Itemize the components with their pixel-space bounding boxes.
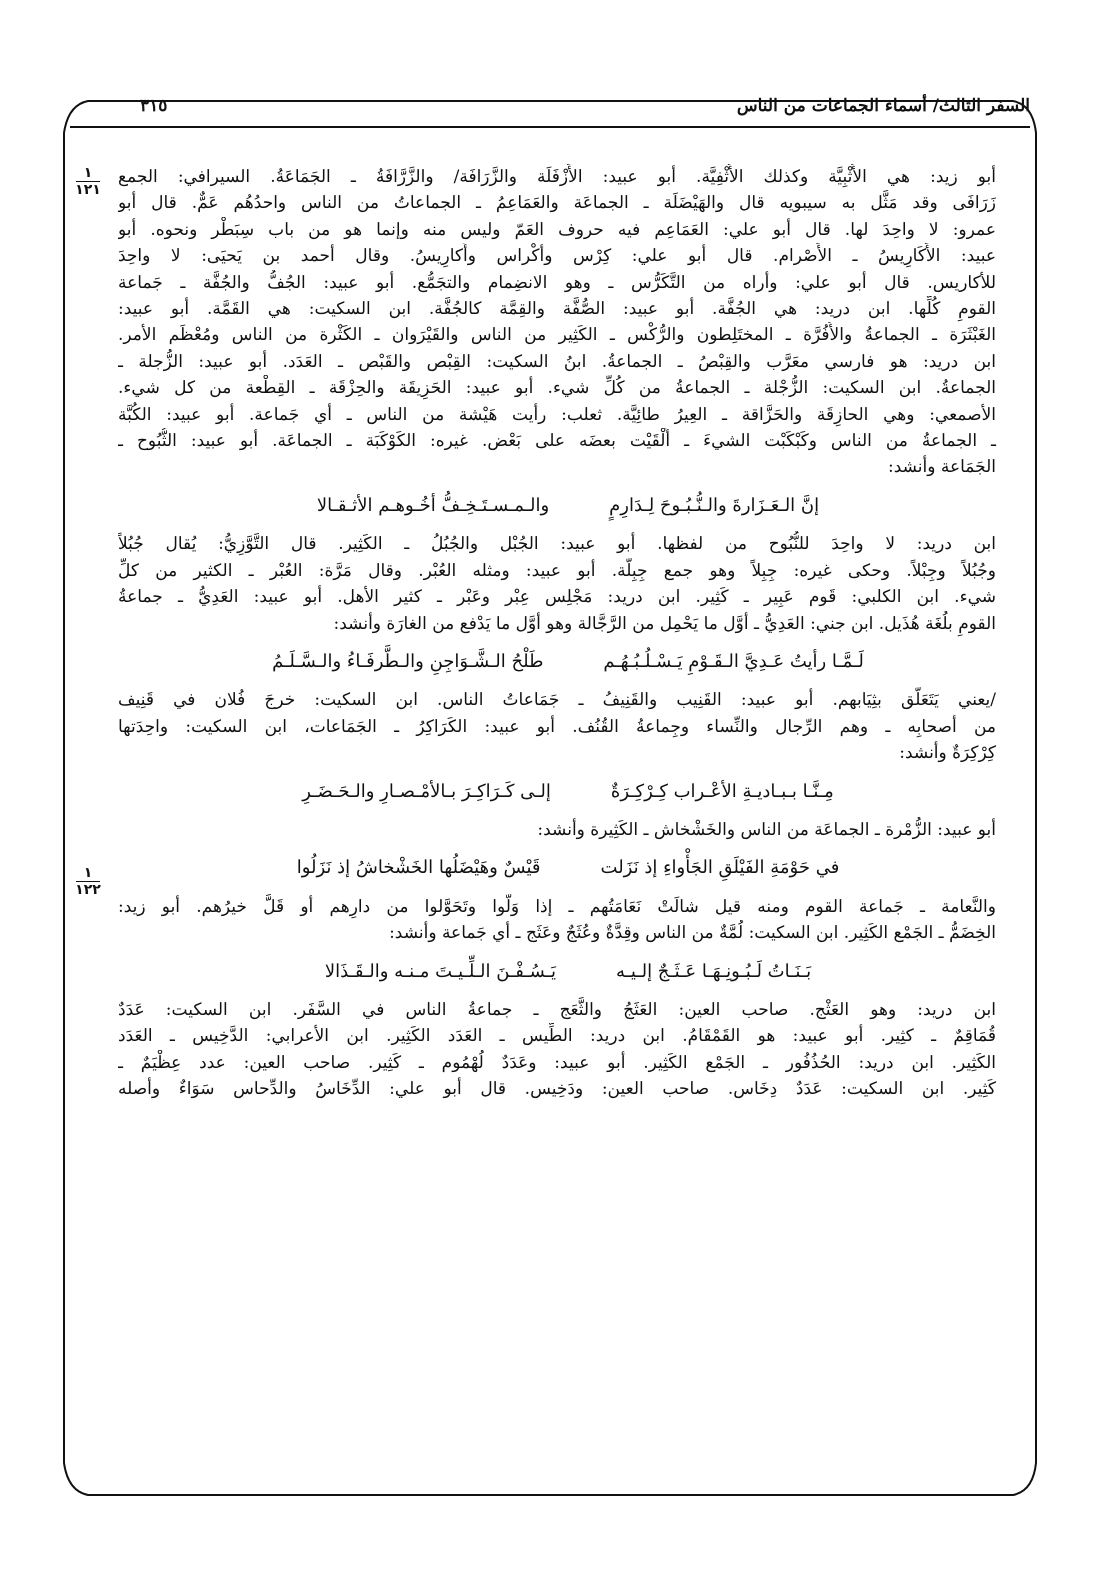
paragraph bbox=[118, 997, 1018, 1103]
verse bbox=[118, 779, 1018, 805]
text-line: الأصمعي: وهي الحازِقَة والحَزَّاقة ـ العِيرُ طائِيَّة. ثعلب: رأيت هَيْشة من الناس ـ أي جَماعة. أبو عبيد: الكُبَّة bbox=[118, 404, 996, 425]
verse bbox=[118, 493, 1018, 519]
paragraph bbox=[118, 531, 1018, 637]
running-title: السفر الثالث/ أسماء الجماعات من الناس bbox=[736, 96, 1030, 116]
text-line: والنَّعامة ـ جَماعة القوم ومنه قيل شالَتْ نَعَامَتُهم ـ إذا وَلَّوا وتَحَوَّلوا من دارِهم أو قَلَّ خيرُهم. أبو زيد: bbox=[118, 896, 996, 917]
verse-hemistich-second: طَلْحُ الـشَّـوَاجِنِ والـطَّرفَـاءُ والـسَّـلَـمُ bbox=[272, 650, 544, 672]
verse-hemistich-second: قَيْسٌ وهَيْضَلُها الخَشْخاشُ إذ نَزَلُوا bbox=[296, 857, 541, 879]
running-header bbox=[70, 96, 1030, 122]
text-line: القومِ كُلِّها. ابن دريد: هي الجُفَّة. أبو عبيد: الصُّفَّة والقِمَّة كالجُفَّة. ابن السكيت: هي القَمَّة. أبو عبيد: bbox=[118, 299, 996, 320]
text-line: عمرو: لا واحِدَ لها. قال أبو علي: العَمَاعِم فيه حروف العَمّ وليس منه وإنما هو من باب سِبَطْر ونحوه. أبو bbox=[118, 219, 996, 240]
verse-hemistich-first: مِـنَّـا بـبـاديـةِ الأعْـراب كِـرْكِـرَةٌ bbox=[610, 780, 834, 802]
text-line: عبيد: الأَكَارِيسُ ـ الأَصْرام. قال أبو علي: كِرْس وأكْراس وأَكارِيسُ. وقال أحمد بن يَحيَى: لا واحِدَ bbox=[118, 246, 996, 267]
text-line: كَثِير. ابن السكيت: عَدَدٌ دِخَاس. صاحب العين: ودَخِيس. قال أبو علي: الدِّخَاسُ والدِّحاس سَوَاءٌ وأصله bbox=[118, 1079, 996, 1100]
paragraph bbox=[118, 164, 1018, 481]
text-line: الخِضَمُّ ـ الجَمْع الكَثِير. ابن السكيت: لُمَّةٌ من الناس وقِدَّةٌ وعُثَجٌ وعَثَج ـ أي جَماعة وأنشد: bbox=[389, 923, 996, 944]
page-number: ٣١٥ bbox=[140, 96, 168, 116]
verse bbox=[118, 649, 1018, 675]
text-line: زَرَافَى وقد مَثَّل به سيبويه قال والهَيْضَلَة ـ الجماعَة والعَمَاعِمُ ـ الجماعاتُ من الناس واحدُهُم عَمٌّ. قال أبو bbox=[118, 193, 996, 214]
text-line: شيء. ابن الكلبي: قَوم عَبِير ـ كَثِير. ابن دريد: مَجْلِس عِبْر وعَبْر ـ كثير الأهل. أبو عبيد: العَدِيُّ ـ جماعةُ bbox=[118, 587, 996, 608]
verse bbox=[118, 855, 1018, 881]
verse-hemistich-second: إلـى كَـرَاكِـرَ بـالأمْـصـارِ والـحَـضَـرِ bbox=[302, 780, 551, 802]
verse-hemistich-first: إنَّ الـعَـزَارةَ والـنُّـبُـوحَ لِـدَارِمٍ bbox=[609, 494, 820, 516]
margin-ref-top: ١ bbox=[83, 865, 93, 881]
text-line: ـ الجماعةُ من الناس وكَبْكَبْت الشيءَ ـ أَلْقَيْت بعضَه على بَعْض. غيره: الكَوْكَبَة ـ الجماعَة. أبو عبيد: الثُّبُوح ـ bbox=[118, 431, 996, 452]
text-line: القومِ بلُغَة هُذَيل. ابن جني: العَدِيُّ ـ أوَّل ما يَحْمِل من الرَّجَّالة وهو أوَّل ما يَدْفع من الغارَة وأنشد: bbox=[333, 613, 996, 634]
verse-hemistich-first: لَـمَّـا رأيتُ عَـدِيَّ الـقَـوْمِ يَـسْـلُـبُـهُـم bbox=[603, 650, 864, 672]
text-line: للأكاريس. قال أبو علي: وأراه من التَّكَرُّس ـ وهو الانضِمام والتجَمُّع. أبو عبيد: الجُفُّ والجُفَّة ـ جَماعة bbox=[118, 272, 996, 293]
margin-ref-top: ١ bbox=[83, 165, 93, 181]
text-line: أبو زيد: هي الأُثْبِيَّة وكذلك الأُثْفِيَّة. أبو عبيد: الأَزْفَلَة والزَّرَافَة/ والزَّرَّافَةُ ـ الجَمَاعَةُ. السيرافي: الجمع bbox=[118, 167, 996, 187]
paragraph bbox=[118, 817, 1018, 843]
paragraph bbox=[118, 894, 1018, 947]
text-line: ابن دريد: وهو العَثْج. صاحب العين: العَثَجُ والثَّعَج ـ جماعةُ الناس في السَّفَر. ابن السكيت: عَدَدٌ bbox=[118, 999, 996, 1020]
body-text bbox=[118, 140, 1018, 1103]
text-line: /يعني يَتَعَلَّق بثِيَابهم. أبو عبيد: القَنِيب والقَنِيفُ ـ جَمَاعاتُ الناس. ابن السكيت: خرجَ فُلان في قَنِيف bbox=[118, 690, 996, 711]
margin-ref-bottom: ١٢١ bbox=[75, 182, 101, 198]
text-line: الجماعةُ. ابن السكيت: الزُّجْلة ـ الجماعةُ من كُلِّ شيء. أبو عبيد: الحَزِيقَة والحِزْقَة ـ القِطْعة من كل شيء. bbox=[118, 378, 996, 399]
verse bbox=[118, 959, 1018, 985]
margin-ref-bottom: ١٢٢ bbox=[75, 882, 101, 898]
margin-folio-ref bbox=[74, 866, 102, 897]
text-line: ابن دريد: هو فارسي معَرَّب والقِبْصُ ـ الجماعةُ. ابنُ السكيت: القِبْص والقَبْص ـ العَدَد. أبو عبيد: الزُّجلة ـ bbox=[118, 351, 996, 372]
verse-hemistich-second: والـمـسـتَـخِـفُّ أخُـوهـم الأثـقـالا bbox=[316, 494, 550, 516]
text-line: وجُبُلاً وجِبْلاً. وحكى غيره: جِبِلاً وهو جمع جِبِلَّة. أبو عبيد: ومثله العُبْر. وقال مَرَّة: العُبْر ـ الكثير من كلِّ bbox=[118, 560, 996, 581]
text-line: الجَمَاعة وأنشد: bbox=[887, 457, 996, 478]
text-line: كِرْكِرَةٌ وأنشد: bbox=[899, 743, 996, 764]
text-line: أبو عبيد: الزُّمْرة ـ الجماعَة من الناس والخَشْخاش ـ الكَثِيرة وأنشد: bbox=[537, 819, 996, 840]
margin-folio-ref bbox=[74, 166, 102, 197]
text-line: الغَبْثَرَة ـ الجماعةُ والأُفُرَّة ـ المختَلِطون والرُّكْس ـ الكَثِير من الناس والقَيْرَوان ـ الكَثْرة من الناس ومُعْظَم الأمر. bbox=[118, 325, 996, 346]
text-line: من أصحابِه ـ وهم الرِّجال والنِّساء وجِماعةُ القُنُف. أبو عبيد: الكَرَاكِرُ ـ الجَمَاعات، ابن السكيت: واحِدَتها bbox=[118, 716, 996, 737]
paragraph bbox=[118, 687, 1018, 766]
text-line: ابن دريد: لا واحِدَ للنُّبُوح من لفظها. أبو عبيد: الجُبْل والجُبُلُ ـ الكَثِير. قال التَّوَّزِيُّ: يُقال جُبُلاً bbox=[118, 534, 996, 555]
text-line: الكَثِير. ابن دريد: الحُذُفُور ـ الجَمْع الكَثِير. أبو عبيد: وعَدَدٌ لُهْمُوم ـ كَثِير. صاحب العين: عدد عِظْيَمٌ ـ bbox=[118, 1052, 996, 1073]
verse-hemistich-second: يَـسُـفْـنَ الـلِّـيـتَ مـنـه والـقَـذَالا bbox=[324, 960, 556, 982]
verse-hemistich-first: في حَوْمَةِ الفَيْلَقِ الجَأْواءِ إذ نَزَلت bbox=[600, 857, 840, 879]
verse-hemistich-first: بَـنَـاتُ لَـبُـونِـهَـا عَـثَـجٌ إلـيـه bbox=[615, 960, 812, 982]
text-line: قُمَاقِمٌ ـ كثِير. أبو عبيد: هو القَمْقَامُ. ابن دريد: الطِّيس ـ العَدَد الكَثِير. ابن الأعرابي: الدَّخِيس ـ العَدَد bbox=[118, 1026, 996, 1047]
